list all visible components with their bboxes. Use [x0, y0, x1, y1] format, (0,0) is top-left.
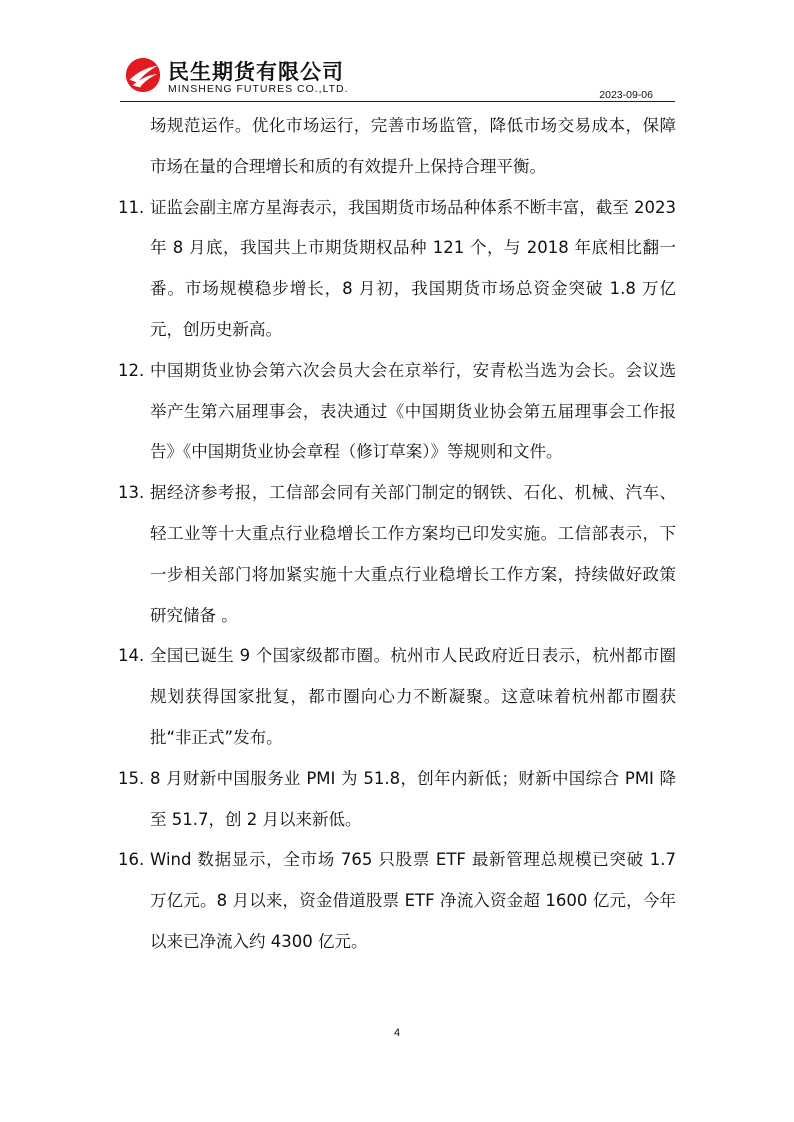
- item-number: 14.: [118, 646, 145, 666]
- news-item-15: [118, 759, 676, 841]
- item-text: 8 月财新中国服务业 PMI 为 51.8，创年内新低；财新中国综合 PMI 降至 51.7，创 2 月以来新低。: [150, 768, 676, 829]
- page-header: [120, 52, 675, 102]
- company-name-en: MINSHENG FUTURES CO.,LTD.: [168, 83, 349, 95]
- continuation-paragraph: 场规范运作。优化市场运行，完善市场监管，降低市场交易成本，保障市场在量的合理增长和质的有效提升上保持合理平衡。: [150, 116, 676, 176]
- item-number: 15.: [118, 768, 145, 788]
- news-item-11: [118, 188, 676, 351]
- company-logo-icon: [124, 56, 162, 94]
- page-number: 4: [393, 1027, 401, 1039]
- news-item-13: [118, 473, 676, 636]
- item-number: 11.: [118, 197, 145, 217]
- item-number: 16.: [118, 850, 145, 870]
- item-text: 证监会副主席方星海表示，我国期货市场品种体系不断丰富，截至 2023 年 8 月底，我国共上市期货期权品种 121 个，与 2018 年底相比翻一番。市场规模稳步增长，8 月初，我国期货市场总资金突破 1.8 万亿元，创历史新高。: [150, 197, 676, 339]
- header-divider: [120, 101, 675, 102]
- item-text: 全国已诞生 9 个国家级都市圈。杭州市人民政府近日表示，杭州都市圈规划获得国家批复，都市圈向心力不断凝聚。这意味着杭州都市圈获批“非正式”发布。: [150, 646, 676, 747]
- news-item-14: [118, 636, 676, 758]
- news-item-12: [118, 351, 676, 473]
- report-date: 2023-09-06: [599, 89, 653, 101]
- item-text: 中国期货业协会第六次会员大会在京举行，安青松当选为会长。会议选举产生第六届理事会，表决通过《中国期货业协会第五届理事会工作报告》《中国期货业协会章程（修订草案）》等规则和文件。: [150, 360, 676, 462]
- item-text: 据经济参考报，工信部会同有关部门制定的钢铁、石化、机械、汽车、轻工业等十大重点行业稳增长工作方案均已印发实施。工信部表示，下一步相关部门将加紧实施十大重点行业稳增长工作方案，持续做好政策研究储备 。: [150, 483, 676, 625]
- document-body: [118, 106, 676, 963]
- item-text: Wind 数据显示，全市场 765 只股票 ETF 最新管理总规模已突破 1.7 万亿元。8 月以来，资金借道股票 ETF 净流入资金超 1600 亿元，今年以来已净流入约 4300 亿元。: [150, 850, 676, 951]
- company-name-cn: 民生期货有限公司: [168, 60, 344, 84]
- news-item-16: [118, 840, 676, 962]
- item-number: 12.: [118, 360, 145, 380]
- item-number: 13.: [118, 483, 145, 503]
